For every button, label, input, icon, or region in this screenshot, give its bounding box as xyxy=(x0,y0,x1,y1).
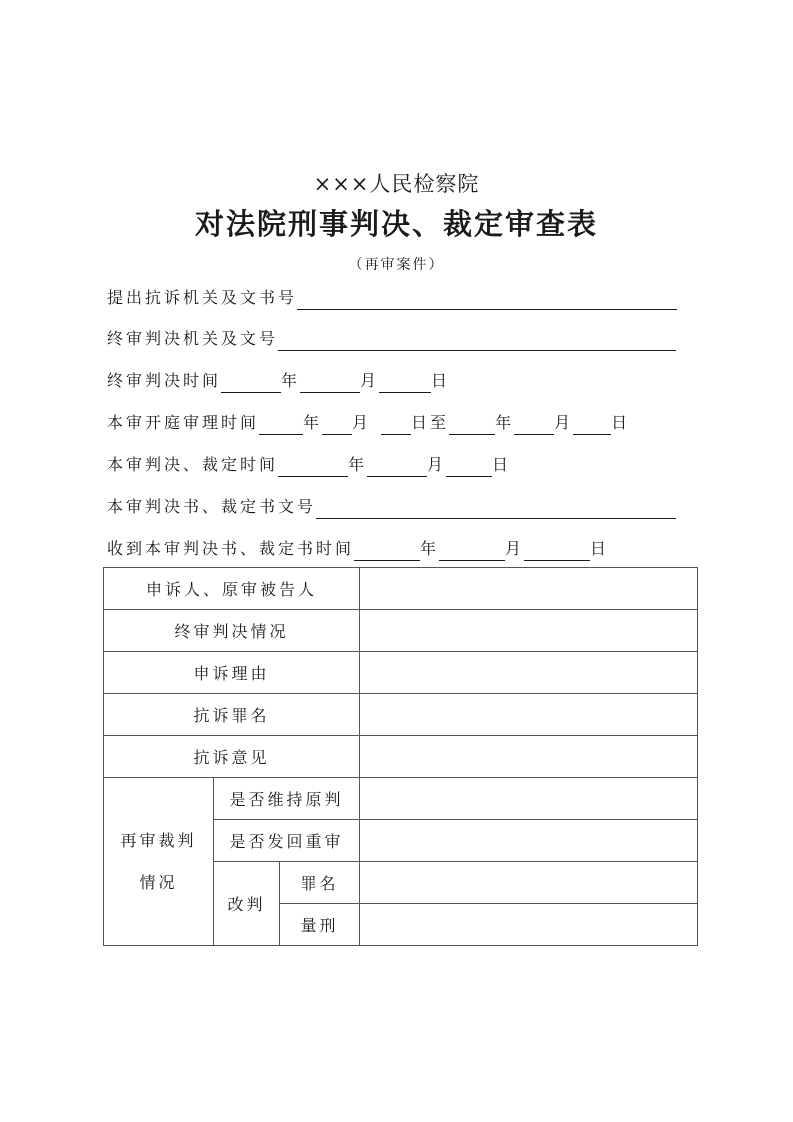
trial-end-year-blank[interactable] xyxy=(449,416,495,435)
day-to-label: 日至 xyxy=(411,413,450,432)
uphold-original-value[interactable] xyxy=(360,778,698,820)
final-judgment-year-blank[interactable] xyxy=(221,374,281,393)
protest-authority-label: 提出抗诉机关及文书号 xyxy=(107,288,298,307)
protest-authority-line xyxy=(107,286,677,310)
protest-opinion-label: 抗诉意见 xyxy=(104,736,360,778)
trial-start-month-blank[interactable] xyxy=(322,416,352,435)
current-judgment-day-blank[interactable] xyxy=(446,458,492,477)
receipt-date-label: 收到本审判决书、裁定书时间 xyxy=(107,539,355,558)
current-judgment-docno-line xyxy=(107,495,676,519)
final-judgment-authority-blank[interactable] xyxy=(278,332,676,351)
appeal-reason-value[interactable] xyxy=(360,652,698,694)
appellant-value[interactable] xyxy=(360,568,698,610)
year-label: 年 xyxy=(303,413,323,432)
current-judgment-docno-blank[interactable] xyxy=(316,500,676,519)
uphold-original-label: 是否维持原判 xyxy=(214,778,360,820)
protest-authority-blank[interactable] xyxy=(297,291,677,310)
sentence-value[interactable] xyxy=(360,904,698,946)
month-label: 月 xyxy=(360,371,380,390)
year-label: 年 xyxy=(348,455,368,474)
final-judgment-date-label: 终审判决时间 xyxy=(107,371,222,390)
trial-start-day-blank[interactable] xyxy=(381,416,411,435)
month-label: 月 xyxy=(427,455,447,474)
crime-value[interactable] xyxy=(360,862,698,904)
day-label: 日 xyxy=(492,455,512,474)
receipt-month-blank[interactable] xyxy=(439,542,505,561)
table-row xyxy=(104,694,698,736)
trial-date-label: 本审开庭审理时间 xyxy=(107,413,260,432)
retrial-ruling-line1: 再审裁判 xyxy=(120,830,197,850)
receipt-day-blank[interactable] xyxy=(524,542,590,561)
final-judgment-value[interactable] xyxy=(360,610,698,652)
crime-label: 罪名 xyxy=(280,862,360,904)
current-judgment-month-blank[interactable] xyxy=(367,458,427,477)
month-label: 月 xyxy=(505,539,525,558)
trial-end-month-blank[interactable] xyxy=(514,416,554,435)
receipt-year-blank[interactable] xyxy=(354,542,420,561)
sentence-label: 量刑 xyxy=(280,904,360,946)
table-row xyxy=(104,652,698,694)
trial-end-day-blank[interactable] xyxy=(573,416,611,435)
day-label: 日 xyxy=(431,371,451,390)
final-judgment-authority-label: 终审判决机关及文号 xyxy=(107,329,279,348)
current-judgment-date-label: 本审判决、裁定时间 xyxy=(107,455,279,474)
appeal-reason-label: 申诉理由 xyxy=(104,652,360,694)
day-label: 日 xyxy=(611,413,631,432)
protest-charge-value[interactable] xyxy=(360,694,698,736)
final-judgment-date-line xyxy=(107,369,450,393)
current-judgment-date-line xyxy=(107,453,511,477)
receipt-date-line xyxy=(107,537,609,561)
trial-start-year-blank[interactable] xyxy=(259,416,303,435)
day-label: 日 xyxy=(590,539,610,558)
year-label: 年 xyxy=(495,413,515,432)
retrial-ruling-label xyxy=(104,778,214,946)
form-subtitle: （再审案件） xyxy=(348,257,445,273)
review-table xyxy=(103,567,698,946)
year-label: 年 xyxy=(281,371,301,390)
final-judgment-month-blank[interactable] xyxy=(300,374,360,393)
month-label: 月 xyxy=(352,413,372,432)
table-row xyxy=(104,778,698,820)
procuratorate-name: ×××人民检察院 xyxy=(313,172,480,196)
retrial-ruling-line2: 情况 xyxy=(139,872,178,892)
protest-charge-label: 抗诉罪名 xyxy=(104,694,360,736)
final-judgment-label: 终审判决情况 xyxy=(104,610,360,652)
current-judgment-docno-label: 本审判决书、裁定书文号 xyxy=(107,497,317,516)
final-judgment-authority-line xyxy=(107,327,676,351)
current-judgment-year-blank[interactable] xyxy=(278,458,348,477)
table-row xyxy=(104,568,698,610)
table-row xyxy=(104,610,698,652)
month-label: 月 xyxy=(554,413,574,432)
remand-retrial-label: 是否发回重审 xyxy=(214,820,360,862)
form-title: 对法院刑事判决、裁定审查表 xyxy=(194,207,598,241)
trial-date-line xyxy=(107,411,630,435)
table-row xyxy=(104,736,698,778)
year-label: 年 xyxy=(420,539,440,558)
protest-opinion-value[interactable] xyxy=(360,736,698,778)
modified-judgment-label: 改判 xyxy=(214,862,280,946)
final-judgment-day-blank[interactable] xyxy=(379,374,431,393)
remand-retrial-value[interactable] xyxy=(360,820,698,862)
appellant-label: 申诉人、原审被告人 xyxy=(104,568,360,610)
